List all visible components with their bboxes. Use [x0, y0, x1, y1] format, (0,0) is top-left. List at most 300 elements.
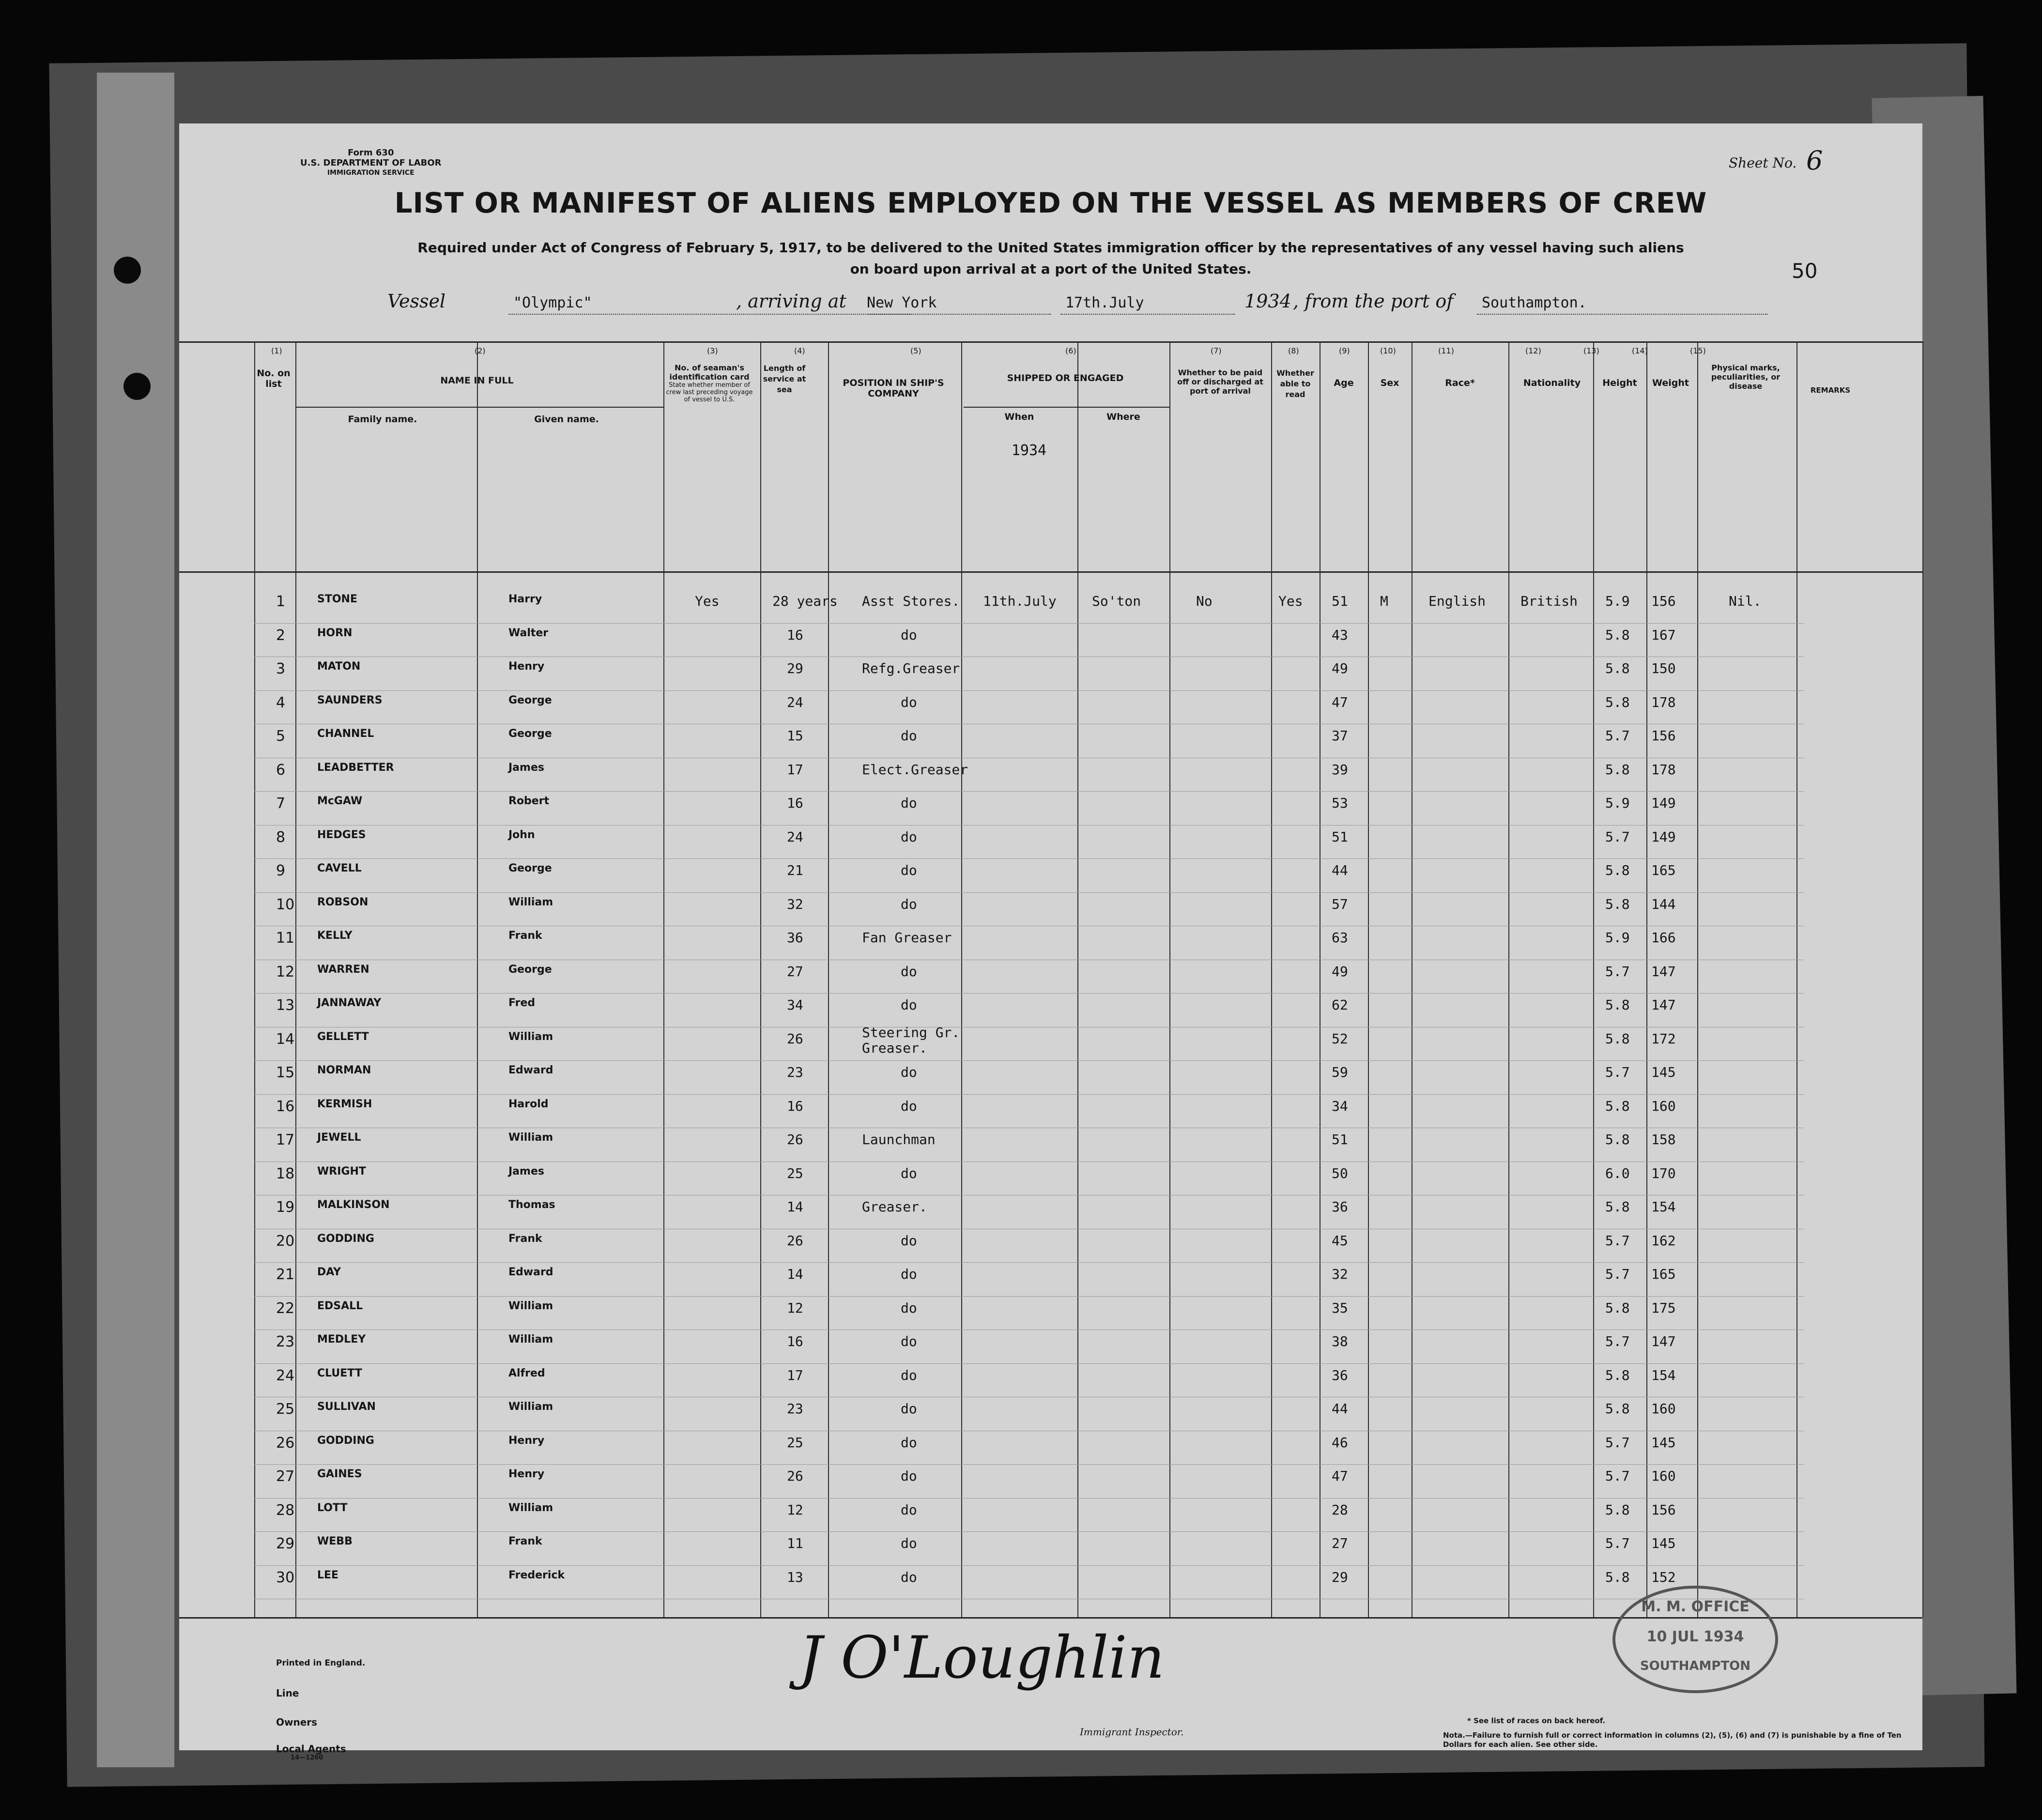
row-rule	[254, 791, 1804, 792]
header-race: Race*	[1445, 378, 1475, 388]
table-header-rule	[179, 571, 1922, 573]
position: do	[901, 1333, 917, 1349]
given-name: William	[508, 1030, 553, 1043]
header-given-name: Given name.	[534, 414, 599, 425]
table-row	[179, 896, 1922, 930]
row-number: 29	[276, 1535, 295, 1552]
age: 51	[1332, 593, 1348, 609]
header-age: Age	[1334, 378, 1354, 388]
table-row	[179, 964, 1922, 997]
inspector-label: Immigrant Inspector.	[1080, 1726, 1184, 1738]
crew-table	[179, 341, 1922, 1639]
given-name: George	[508, 963, 552, 976]
table-row	[179, 1266, 1922, 1300]
header-length-service: Length of service at sea	[763, 364, 806, 394]
length-of-service: 21	[787, 862, 803, 878]
header-paid-off: Whether to be paid off or discharged at port of arrival	[1177, 368, 1263, 396]
arrival-year: 1934	[1244, 291, 1291, 312]
col-number-8: (8)	[1288, 346, 1299, 355]
row-number: 3	[276, 660, 286, 677]
row-rule	[254, 1060, 1804, 1061]
row-number: 27	[276, 1468, 295, 1485]
length-of-service: 26	[787, 1132, 803, 1147]
height: 5.8	[1605, 761, 1630, 778]
row-number: 10	[276, 896, 295, 913]
length-of-service: 34	[787, 997, 803, 1013]
arriving-port: New York	[867, 294, 937, 311]
physical-marks: Nil.	[1729, 593, 1762, 609]
table-row	[179, 930, 1922, 964]
header-shipped: SHIPPED OR ENGAGED	[1007, 373, 1124, 383]
position: Steering Gr. Greaser.	[862, 1024, 960, 1056]
col-number-2: (2)	[475, 346, 486, 355]
col-number-4: (4)	[794, 346, 805, 355]
weight: 167	[1651, 627, 1676, 643]
age: 51	[1332, 1132, 1348, 1147]
column-rule	[1922, 341, 1923, 1617]
age: 45	[1332, 1232, 1348, 1249]
row-rule	[254, 892, 1804, 893]
family-name: GELLETT	[317, 1030, 369, 1043]
department: U.S. DEPARTMENT OF LABOR	[300, 158, 442, 168]
weight: 158	[1651, 1132, 1676, 1147]
family-name: MATON	[317, 660, 361, 673]
row-number: 6	[276, 761, 286, 779]
header-no-on-list: No. on list	[257, 368, 291, 389]
family-name: McGAW	[317, 795, 363, 807]
given-name: Edward	[508, 1266, 553, 1278]
height: 5.7	[1605, 963, 1630, 979]
table-row	[179, 627, 1922, 661]
given-name: Harold	[508, 1098, 549, 1110]
table-top-rule	[179, 341, 1922, 343]
family-name: MALKINSON	[317, 1199, 390, 1211]
position: do	[901, 997, 917, 1013]
weight: 149	[1651, 795, 1676, 811]
row-rule	[254, 1531, 1804, 1532]
table-row	[179, 1199, 1922, 1233]
form-header	[300, 148, 442, 178]
table-row	[179, 728, 1922, 762]
family-name: LEE	[317, 1569, 339, 1581]
length-of-service: 32	[787, 896, 803, 912]
row-rule	[254, 858, 1804, 859]
row-number: 21	[276, 1266, 295, 1283]
given-name: William	[508, 1333, 553, 1346]
table-row	[179, 1367, 1922, 1401]
family-name: WEBB	[317, 1535, 353, 1547]
table-row	[179, 1535, 1922, 1569]
family-name: HEDGES	[317, 828, 366, 841]
height: 5.7	[1605, 1266, 1630, 1282]
row-number: 18	[276, 1165, 295, 1182]
table-row	[179, 660, 1922, 694]
position: do	[901, 694, 917, 710]
given-name: Harry	[508, 593, 542, 605]
family-name: LOTT	[317, 1501, 348, 1514]
length-of-service: 23	[787, 1401, 803, 1417]
given-name: Frederick	[508, 1569, 565, 1581]
row-rule	[254, 1094, 1804, 1095]
given-name: Robert	[508, 795, 550, 807]
age: 34	[1332, 1098, 1348, 1114]
row-rule	[254, 1296, 1804, 1297]
length-of-service: 15	[787, 728, 803, 744]
header-where: Where	[1106, 412, 1140, 422]
header-seaman-card-note: State whether member of crew last preceding voyage of vessel to U.S.	[666, 382, 753, 403]
row-rule	[254, 993, 1804, 994]
age: 36	[1332, 1367, 1348, 1383]
position: do	[901, 1468, 917, 1484]
row-number: 1	[276, 593, 286, 610]
length-of-service: 29	[787, 660, 803, 676]
weight: 178	[1651, 761, 1676, 778]
row-number: 25	[276, 1401, 295, 1418]
stamp-line-1: M. M. OFFICE	[1641, 1598, 1750, 1615]
row-number: 20	[276, 1232, 295, 1250]
row-number: 19	[276, 1199, 295, 1216]
col-number-1: (1)	[271, 346, 282, 355]
height: 5.9	[1605, 795, 1630, 811]
position: Fan Greaser	[862, 930, 952, 946]
length-of-service: 16	[787, 795, 803, 811]
position: do	[901, 1300, 917, 1316]
given-name: William	[508, 896, 553, 908]
sex: M	[1380, 593, 1388, 609]
weight: 147	[1651, 1333, 1676, 1349]
header-remarks: REMARKS	[1810, 386, 1851, 395]
row-number: 5	[276, 728, 286, 745]
row-number: 22	[276, 1300, 295, 1317]
row-number: 4	[276, 694, 286, 711]
family-name: ROBSON	[317, 896, 368, 908]
family-name: CLUETT	[317, 1367, 362, 1379]
length-of-service: 26	[787, 1232, 803, 1249]
subtitle-line-1: Required under Act of Congress of February 5, 1917, to be delivered to the United States immigration officer by the representatives of any vessel having such aliens	[417, 240, 1684, 256]
binder-hole	[123, 373, 151, 400]
given-name: Alfred	[508, 1367, 545, 1379]
table-row	[179, 829, 1922, 863]
from-port: Southampton.	[1482, 294, 1587, 311]
binder-hole	[114, 257, 141, 284]
family-name: HORN	[317, 627, 353, 639]
age: 36	[1332, 1199, 1348, 1215]
weight: 156	[1651, 1501, 1676, 1518]
height: 5.9	[1605, 930, 1630, 946]
height: 5.7	[1605, 1535, 1630, 1551]
given-name: William	[508, 1401, 553, 1413]
weight: 165	[1651, 862, 1676, 878]
weight: 154	[1651, 1367, 1676, 1383]
dotted-line	[867, 314, 1051, 315]
paid-off-answer: No	[1196, 593, 1213, 609]
table-row	[179, 1233, 1922, 1267]
position: do	[901, 728, 917, 744]
manifest-page	[179, 123, 1922, 1761]
family-name: DAY	[317, 1266, 341, 1278]
age: 29	[1332, 1569, 1348, 1585]
shipped-where: So'ton	[1092, 593, 1141, 609]
weight: 145	[1651, 1535, 1676, 1551]
weight: 147	[1651, 963, 1676, 979]
height: 5.7	[1605, 828, 1630, 845]
given-name: John	[508, 828, 535, 841]
height: 5.8	[1605, 694, 1630, 710]
weight: 160	[1651, 1468, 1676, 1484]
row-number: 30	[276, 1569, 295, 1586]
table-row	[179, 1468, 1922, 1502]
row-number: 12	[276, 963, 295, 980]
age: 46	[1332, 1434, 1348, 1451]
header-seaman-card	[663, 363, 755, 403]
subtitle-line-2: on board upon arrival at a port of the United States.	[850, 261, 1252, 277]
row-number: 17	[276, 1132, 295, 1148]
height: 6.0	[1605, 1165, 1630, 1181]
sheet-label: Sheet No.	[1729, 155, 1797, 171]
position: Elect.Greaser	[862, 761, 968, 778]
weight: 175	[1651, 1300, 1676, 1316]
given-name: William	[508, 1132, 553, 1144]
weight: 172	[1651, 1030, 1676, 1047]
family-name: WARREN	[317, 963, 369, 976]
nota-note: Nota.—Failure to furnish full or correct information in columns (2), (5), (6) and (7) is punishable by a fine of Ten Dollars for each alien. See other side.	[1443, 1731, 1902, 1749]
position: Greaser.	[862, 1199, 927, 1215]
weight: 156	[1651, 728, 1676, 744]
weight: 150	[1651, 660, 1676, 676]
page-title: LIST OR MANIFEST OF ALIENS EMPLOYED ON THE VESSEL AS MEMBERS OF CREW	[394, 186, 1707, 219]
col-number-11: (11)	[1438, 346, 1454, 355]
family-name: CAVELL	[317, 862, 362, 874]
header-family-name: Family name.	[348, 414, 417, 425]
col-number-7: (7)	[1211, 346, 1222, 355]
position: do	[901, 862, 917, 878]
length-of-service: 17	[787, 761, 803, 778]
position: do	[901, 627, 917, 643]
family-name: NORMAN	[317, 1064, 371, 1076]
height: 5.7	[1605, 728, 1630, 744]
col-number-5: (5)	[910, 346, 921, 355]
page-subtitle	[407, 237, 1695, 280]
height: 5.8	[1605, 660, 1630, 676]
given-name: William	[508, 1501, 553, 1514]
age: 59	[1332, 1064, 1348, 1080]
row-rule	[254, 1498, 1804, 1499]
position: do	[901, 1501, 917, 1518]
age: 62	[1332, 997, 1348, 1013]
family-name: SULLIVAN	[317, 1401, 376, 1413]
nationality: British	[1520, 593, 1578, 609]
length-of-service: 26	[787, 1468, 803, 1484]
weight: 166	[1651, 930, 1676, 946]
family-name: GODDING	[317, 1434, 374, 1447]
header-year-written: 1934	[1011, 442, 1047, 459]
length-of-service: 16	[787, 1333, 803, 1349]
col-number-9: (9)	[1339, 346, 1350, 355]
col-number-3: (3)	[707, 346, 718, 355]
height: 5.8	[1605, 1030, 1630, 1047]
header-sub-rule	[295, 407, 663, 408]
table-row	[179, 1165, 1922, 1199]
age: 49	[1332, 660, 1348, 676]
header-nationality: Nationality	[1523, 378, 1581, 388]
age: 38	[1332, 1333, 1348, 1349]
weight: 162	[1651, 1232, 1676, 1249]
length-of-service: 14	[787, 1266, 803, 1282]
given-name: James	[508, 1165, 544, 1178]
row-rule	[254, 1363, 1804, 1364]
weight: 147	[1651, 997, 1676, 1013]
header-seaman-card-title: No. of seaman's identification card	[669, 363, 750, 382]
table-row	[179, 1098, 1922, 1132]
position: do	[901, 1165, 917, 1181]
office-stamp	[1612, 1586, 1778, 1693]
weight: 152	[1651, 1569, 1676, 1585]
height: 5.8	[1605, 1401, 1630, 1417]
row-number: 23	[276, 1333, 295, 1350]
family-name: STONE	[317, 593, 357, 605]
age: 51	[1332, 828, 1348, 845]
age: 37	[1332, 728, 1348, 744]
row-rule	[254, 825, 1804, 826]
row-number: 7	[276, 795, 286, 812]
family-name: GAINES	[317, 1468, 362, 1480]
row-rule	[254, 1262, 1804, 1263]
length-of-service: 12	[787, 1300, 803, 1316]
weight: 149	[1651, 828, 1676, 845]
height: 5.8	[1605, 1300, 1630, 1316]
height: 5.8	[1605, 1501, 1630, 1518]
vessel-line	[179, 291, 1922, 320]
height: 5.8	[1605, 1132, 1630, 1147]
table-row	[179, 862, 1922, 896]
position: Refg.Greaser	[862, 660, 960, 676]
table-row	[179, 1300, 1922, 1334]
family-name: WRIGHT	[317, 1165, 366, 1178]
stamp-date: 10 JUL 1934	[1646, 1628, 1744, 1645]
given-name: George	[508, 728, 552, 740]
sheet-number: 6	[1806, 145, 1823, 176]
height: 5.8	[1605, 1098, 1630, 1114]
stamp-line-3: SOUTHAMPTON	[1640, 1659, 1751, 1673]
position: do	[901, 1232, 917, 1249]
given-name: Frank	[508, 1232, 542, 1245]
able-to-read: Yes	[1278, 593, 1303, 609]
dotted-line	[1060, 314, 1235, 315]
length-of-service: 24	[787, 828, 803, 845]
position: Launchman	[862, 1132, 936, 1147]
position: do	[901, 1367, 917, 1383]
family-name: KELLY	[317, 930, 353, 942]
weight: 165	[1651, 1266, 1676, 1282]
page-number: 50	[1792, 259, 1818, 283]
length-of-service: 17	[787, 1367, 803, 1383]
table-row	[179, 1502, 1922, 1536]
header-physical: Physical marks, peculiarities, or disease	[1711, 363, 1781, 391]
row-number: 11	[276, 930, 295, 947]
row-number: 8	[276, 828, 286, 846]
position: Asst Stores.	[862, 593, 960, 609]
table-row	[179, 1401, 1922, 1435]
row-number: 16	[276, 1098, 295, 1115]
owners-label: Owners	[276, 1716, 318, 1728]
agents-label: Local Agents	[276, 1743, 346, 1755]
arrival-date: 17th.July	[1065, 294, 1144, 311]
age: 53	[1332, 795, 1348, 811]
weight: 160	[1651, 1401, 1676, 1417]
seaman-card-answer: Yes	[695, 593, 720, 609]
position: do	[901, 1098, 917, 1114]
table-row	[179, 694, 1922, 728]
row-rule	[254, 1565, 1804, 1566]
age: 50	[1332, 1165, 1348, 1181]
inspector-signature: J O'Loughlin	[799, 1624, 1165, 1692]
dotted-line	[1477, 314, 1767, 315]
family-name: JANNAWAY	[317, 997, 382, 1009]
age: 44	[1332, 1401, 1348, 1417]
family-name: MEDLEY	[317, 1333, 366, 1346]
age: 63	[1332, 930, 1348, 946]
length-of-service: 16	[787, 627, 803, 643]
table-row	[179, 1132, 1922, 1165]
position: do	[901, 1569, 917, 1585]
given-name: William	[508, 1300, 553, 1312]
height: 5.8	[1605, 627, 1630, 643]
from-label: , from the port of	[1293, 291, 1454, 312]
weight: 156	[1651, 593, 1676, 609]
given-name: Thomas	[508, 1199, 555, 1211]
height: 5.8	[1605, 1569, 1630, 1585]
given-name: Edward	[508, 1064, 553, 1076]
printed-note: Printed in England.	[276, 1658, 366, 1668]
row-number: 26	[276, 1434, 295, 1452]
family-name: CHANNEL	[317, 728, 374, 740]
given-name: Henry	[508, 1468, 545, 1480]
agents-code: 14—1260	[291, 1754, 323, 1761]
header-position: POSITION IN SHIP'S COMPANY	[843, 378, 944, 399]
row-rule	[254, 1464, 1804, 1465]
position: do	[901, 1434, 917, 1451]
given-name: George	[508, 694, 552, 706]
height: 5.8	[1605, 862, 1630, 878]
header-height: Height	[1602, 378, 1637, 388]
table-row	[179, 997, 1922, 1031]
header-when: When	[1004, 412, 1034, 422]
table-row	[179, 762, 1922, 795]
height: 5.7	[1605, 1064, 1630, 1080]
age: 49	[1332, 963, 1348, 979]
height: 5.7	[1605, 1434, 1630, 1451]
table-row	[179, 1064, 1922, 1098]
family-name: KERMISH	[317, 1098, 372, 1110]
given-name: Henry	[508, 660, 545, 673]
length-of-service: 28 years	[772, 593, 838, 609]
height: 5.7	[1605, 1232, 1630, 1249]
row-rule	[254, 690, 1804, 691]
table-row	[179, 1024, 1922, 1065]
age: 44	[1332, 862, 1348, 878]
given-name: Henry	[508, 1434, 545, 1447]
position: do	[901, 896, 917, 912]
given-name: James	[508, 761, 544, 774]
shipped-when: 11th.July	[983, 593, 1057, 609]
length-of-service: 25	[787, 1434, 803, 1451]
given-name: Fred	[508, 997, 536, 1009]
length-of-service: 24	[787, 694, 803, 710]
given-name: Walter	[508, 627, 549, 639]
table-row	[179, 795, 1922, 829]
family-name: EDSALL	[317, 1300, 363, 1312]
service: IMMIGRATION SERVICE	[327, 169, 415, 177]
